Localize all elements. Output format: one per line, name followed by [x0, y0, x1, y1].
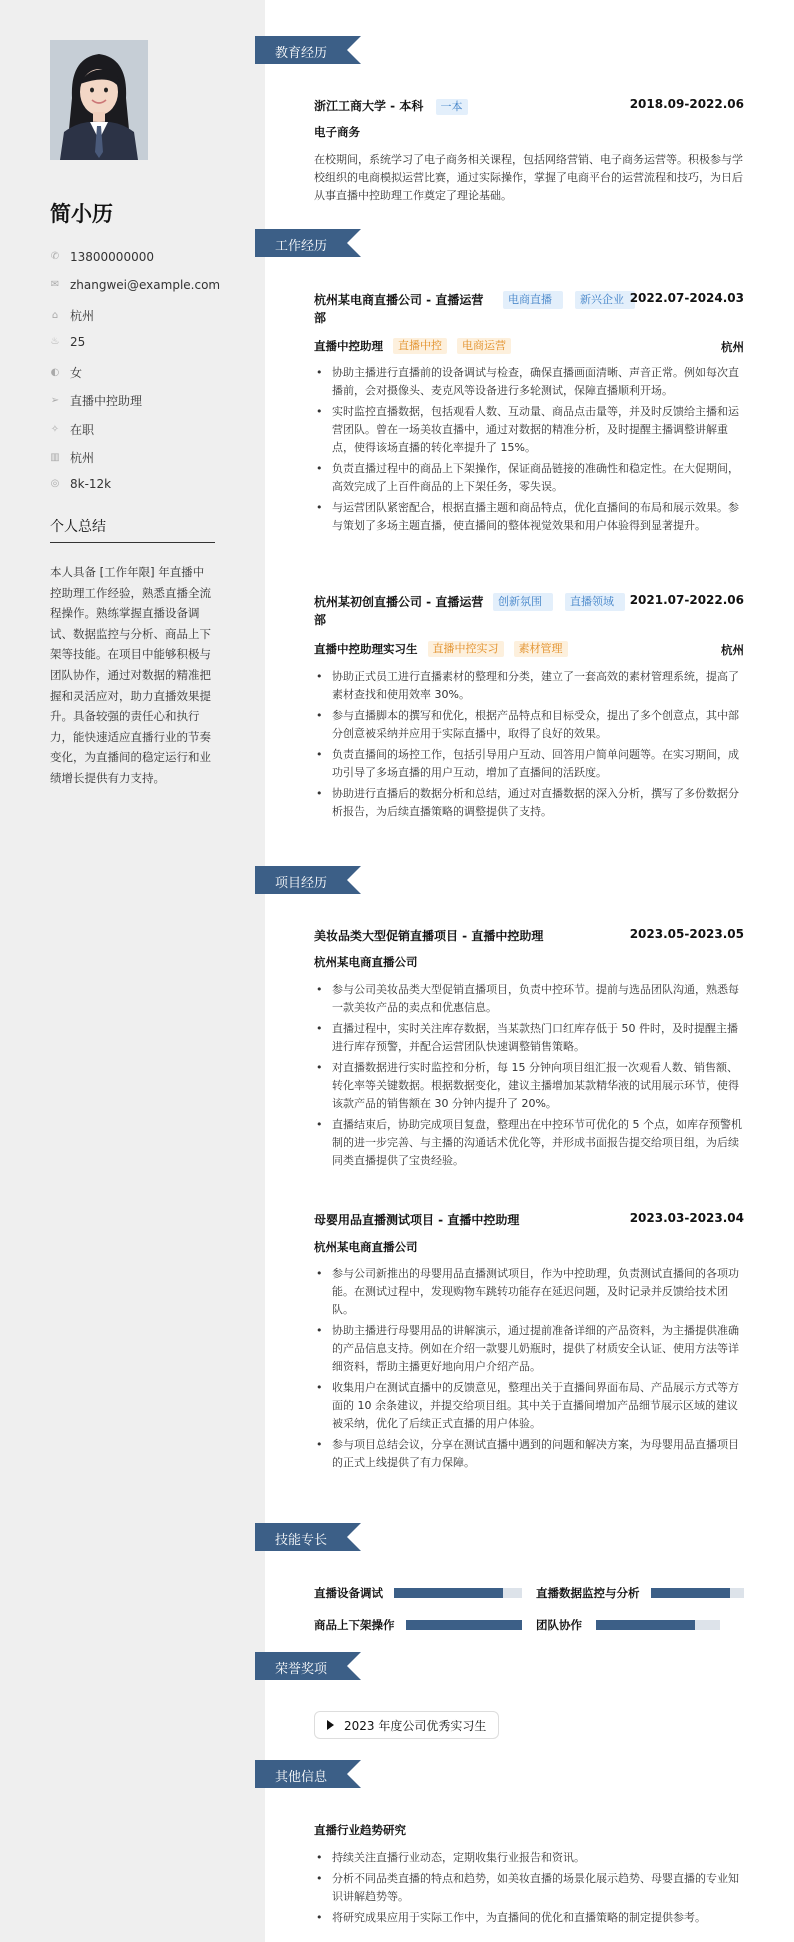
- list-item: • 将研究成果应用于实际工作中，为直播间的优化和直播策略的制定提供参考。: [314, 1909, 744, 1927]
- project1-date: 2023.05-2023.05: [629, 927, 744, 941]
- project2-org: 杭州某电商直播公司: [314, 1240, 418, 1254]
- work2-bullets: [314, 668, 744, 824]
- skill-name: 直播设备调试: [314, 1586, 383, 1600]
- gender-value: 女: [70, 366, 83, 380]
- info-target-city: [50, 449, 94, 466]
- section-work-header: [255, 229, 361, 257]
- education-desc: 在校期间，系统学习了电子商务相关课程，包括网络营销、电子商务运营等。积极参与学校组织的电商模拟运营比赛，通过实际操作，掌握了电商平台的运营流程和技巧，为日后从事直播中控助理工作奠定了理论基础。: [314, 153, 743, 202]
- list-item: • 参与项目总结会议，分享在测试直播中遇到的问题和解决方案，为母婴用品直播项目的正式上线提供了有力保障。: [314, 1436, 744, 1472]
- section-other-title: 其他信息: [275, 1770, 328, 1785]
- salary-value: 8k-12k: [70, 477, 112, 491]
- info-email: [50, 278, 220, 292]
- section-skills-header: [255, 1523, 361, 1551]
- work1-company: 杭州某电商直播公司 - 直播运营部: [314, 293, 484, 325]
- summary-title: 个人总结: [50, 519, 106, 535]
- info-phone: [50, 250, 154, 264]
- mail-icon: ✉: [50, 279, 60, 290]
- info-target-job: [50, 392, 142, 409]
- list-item: • 参与公司美妆品类大型促销直播项目，负责中控环节。提前与选品团队沟通，熟悉每一款美妆产品的卖点和优惠信息。: [314, 981, 744, 1017]
- gender-icon: ◐: [50, 366, 60, 378]
- work1-bullets: [314, 364, 744, 538]
- building-icon: ▥: [50, 451, 60, 463]
- status-icon: ✧: [50, 423, 60, 435]
- play-icon: [327, 1720, 334, 1730]
- info-hometown: [50, 307, 94, 324]
- info-gender: [50, 364, 82, 381]
- phone-value: 13800000000: [70, 250, 154, 264]
- project1-bullets: [314, 981, 744, 1173]
- section-project-header: [255, 866, 361, 894]
- section-honors-title: 荣誉奖项: [275, 1662, 328, 1677]
- work1-role-row: [314, 338, 511, 354]
- section-other-header: [255, 1760, 361, 1788]
- phone-icon: ✆: [50, 251, 60, 262]
- skill-bar: [394, 1588, 522, 1598]
- list-item: • 收集用户在测试直播中的反馈意见，整理出关于直播间界面布局、产品展示方式等方面的 10 余条建议，并提交给项目组。其中关于直播间增加产品细节展示区域的建议被采纳，优化了后续正式直播的用户体验。: [314, 1379, 744, 1433]
- project1-name: 美妆品类大型促销直播项目 - 直播中控助理: [314, 929, 544, 943]
- sidebar: [0, 0, 265, 1942]
- section-education-title: 教育经历: [275, 46, 328, 61]
- hometown-value: 杭州: [70, 309, 95, 323]
- work1-role-tag: 直播中控: [393, 338, 447, 354]
- skill-bar: [406, 1620, 522, 1630]
- info-age: [50, 335, 85, 349]
- work2-role: 直播中控助理实习生: [314, 642, 418, 656]
- status-value: 在职: [70, 423, 95, 437]
- work2-tag: 创新氛围: [493, 593, 553, 611]
- age-value: 25: [70, 335, 86, 349]
- school-name: 浙江工商大学 - 本科: [314, 99, 424, 113]
- summary-text: 本人具备 [工作年限] 年直播中控助理工作经验，熟悉直播全流程操作。熟练掌握直播设备调试、数据监控与分析、商品上下架等技能。在项目中能够积极与团队协作，通过对数据的精准把握和灵活应对，助力直播效果提升。具备较强的责任心和执行力，能快速适应直播行业的节奏变化，为直播间的稳定运行和业绩增长提供有力支持。: [50, 565, 211, 785]
- work1-tag: 新兴企业: [575, 291, 635, 309]
- info-status: [50, 421, 94, 438]
- target-city-value: 杭州: [70, 451, 95, 465]
- honor-item: [314, 1711, 499, 1739]
- list-item: • 直播结束后，协助完成项目复盘，整理出在中控环节可优化的 5 个点，如库存预警机制的进一步完善、与主播的沟通话术优化等，并形成书面报告提交给项目组，为后续同类直播提供了宝贵经验。: [314, 1116, 744, 1170]
- skill-bar: [651, 1588, 744, 1598]
- money-icon: ◎: [50, 478, 60, 489]
- skill-bar-fill: [651, 1588, 730, 1598]
- list-item: • 直播过程中，实时关注库存数据，当某款热门口红库存低于 50 件时，及时提醒主播进行库存预警，并配合运营团队快速调整销售策略。: [314, 1020, 744, 1056]
- other-title: 直播行业趋势研究: [314, 1823, 406, 1837]
- section-work-title: 工作经历: [275, 239, 328, 254]
- list-item: • 协助进行直播后的数据分析和总结，通过对直播数据的深入分析，撰写了多份数据分析报告，为后续直播策略的调整提供了支持。: [314, 785, 744, 821]
- home-icon: ⌂: [51, 309, 59, 321]
- cake-icon: ♨: [50, 336, 60, 347]
- skill-name: 商品上下架操作: [314, 1618, 395, 1632]
- project2-bullets: [314, 1265, 744, 1475]
- section-education-header: [255, 36, 361, 64]
- other-bullets: [314, 1849, 744, 1930]
- work1-role: 直播中控助理: [314, 339, 383, 353]
- work1-tags: [503, 291, 635, 309]
- education-major: 电子商务: [314, 125, 360, 139]
- candidate-name: 简小历: [50, 202, 113, 226]
- list-item: • 负责直播间的场控工作，包括引导用户互动、回答用户简单问题等。在实习期间，成功引导了多场直播的用户互动，增加了直播间的活跃度。: [314, 746, 744, 782]
- list-item: • 对直播数据进行实时监控和分析，每 15 分钟向项目组汇报一次观看人数、销售额、转化率等关键数据。根据数据变化，建议主播增加某款精华液的试用展示环节，使得该款产品的销售额在 30 分钟内提升了 20%。: [314, 1059, 744, 1113]
- work2-role-row: [314, 641, 568, 657]
- list-item: • 协助正式员工进行直播素材的整理和分类，建立了一套高效的素材管理系统，提高了素材查找和使用效率 30%。: [314, 668, 744, 704]
- project2-date: 2023.03-2023.04: [629, 1211, 744, 1225]
- work2-tags: [493, 593, 625, 611]
- skill-bar-fill: [406, 1620, 522, 1630]
- section-project-title: 项目经历: [275, 876, 328, 891]
- skill-bar-fill: [596, 1620, 695, 1630]
- avatar-illustration: [50, 40, 148, 160]
- education-date: 2018.09-2022.06: [629, 97, 744, 111]
- work1-role-tag: 电商运营: [457, 338, 511, 354]
- info-salary: [50, 477, 111, 491]
- list-item: • 负责直播过程中的商品上下架操作，保证商品链接的准确性和稳定性。在大促期间，高效完成了上百件商品的上下架任务，零失误。: [314, 460, 744, 496]
- section-skills-title: 技能专长: [275, 1533, 328, 1548]
- work2-company: 杭州某初创直播公司 - 直播运营部: [314, 595, 484, 627]
- project1-org: 杭州某电商直播公司: [314, 955, 418, 969]
- summary-divider: [50, 542, 215, 543]
- work2-tag: 直播领域: [565, 593, 625, 611]
- work2-date: 2021.07-2022.06: [629, 593, 744, 607]
- send-icon: ➢: [50, 394, 60, 406]
- education-tag: 一本: [436, 99, 468, 115]
- work2-role-tag: 素材管理: [514, 641, 568, 657]
- work1-tag: 电商直播: [503, 291, 563, 309]
- work2-role-tag: 直播中控实习: [428, 641, 504, 657]
- skill-name: 直播数据监控与分析: [536, 1586, 640, 1600]
- work1-city: 杭州: [721, 340, 744, 354]
- honor-label: 2023 年度公司优秀实习生: [344, 1718, 487, 1733]
- list-item: • 协助主播进行直播前的设备调试与检查，确保直播画面清晰、声音正常。例如每次直播前，会对摄像头、麦克风等设备进行多轮测试，保障直播顺利开场。: [314, 364, 744, 400]
- project2-name: 母婴用品直播测试项目 - 直播中控助理: [314, 1213, 520, 1227]
- list-item: • 分析不同品类直播的特点和趋势，如美妆直播的场景化展示趋势、母婴直播的专业知识讲解趋势等。: [314, 1870, 744, 1906]
- list-item: • 持续关注直播行业动态，定期收集行业报告和资讯。: [314, 1849, 744, 1867]
- skill-name: 团队协作: [536, 1618, 582, 1632]
- list-item: • 与运营团队紧密配合，根据直播主题和商品特点，优化直播间的布局和展示效果。参与策划了多场主题直播，使直播间的整体视觉效果和用户体验得到显著提升。: [314, 499, 744, 535]
- list-item: • 协助主播进行母婴用品的讲解演示，通过提前准备详细的产品资料，为主播提供准确的产品信息支持。例如在介绍一款婴儿奶瓶时，提供了材质安全认证、使用方法等详细资料，帮助主播更好地向用户介绍产品。: [314, 1322, 744, 1376]
- skill-bar-fill: [394, 1588, 503, 1598]
- skill-bar: [596, 1620, 720, 1630]
- avatar-photo: [50, 40, 148, 160]
- target-job-value: 直播中控助理: [70, 394, 143, 408]
- list-item: • 实时监控直播数据，包括观看人数、互动量、商品点击量等，并及时反馈给主播和运营团队。曾在一场美妆直播中，通过对数据的精准分析，及时提醒主播调整讲解重点，使得该场直播的转化率提升了 15%。: [314, 403, 744, 457]
- section-honors-header: [255, 1652, 361, 1680]
- email-value: zhangwei@example.com: [70, 278, 221, 292]
- work1-date: 2022.07-2024.03: [629, 291, 744, 305]
- list-item: • 参与公司新推出的母婴用品直播测试项目，作为中控助理，负责测试直播间的各项功能。在测试过程中，发现购物车跳转功能存在延迟问题，及时记录并反馈给技术团队。: [314, 1265, 744, 1319]
- work2-city: 杭州: [721, 643, 744, 657]
- list-item: • 参与直播脚本的撰写和优化，根据产品特点和目标受众，提出了多个创意点，其中部分创意被采纳并应用于实际直播中，取得了良好的效果。: [314, 707, 744, 743]
